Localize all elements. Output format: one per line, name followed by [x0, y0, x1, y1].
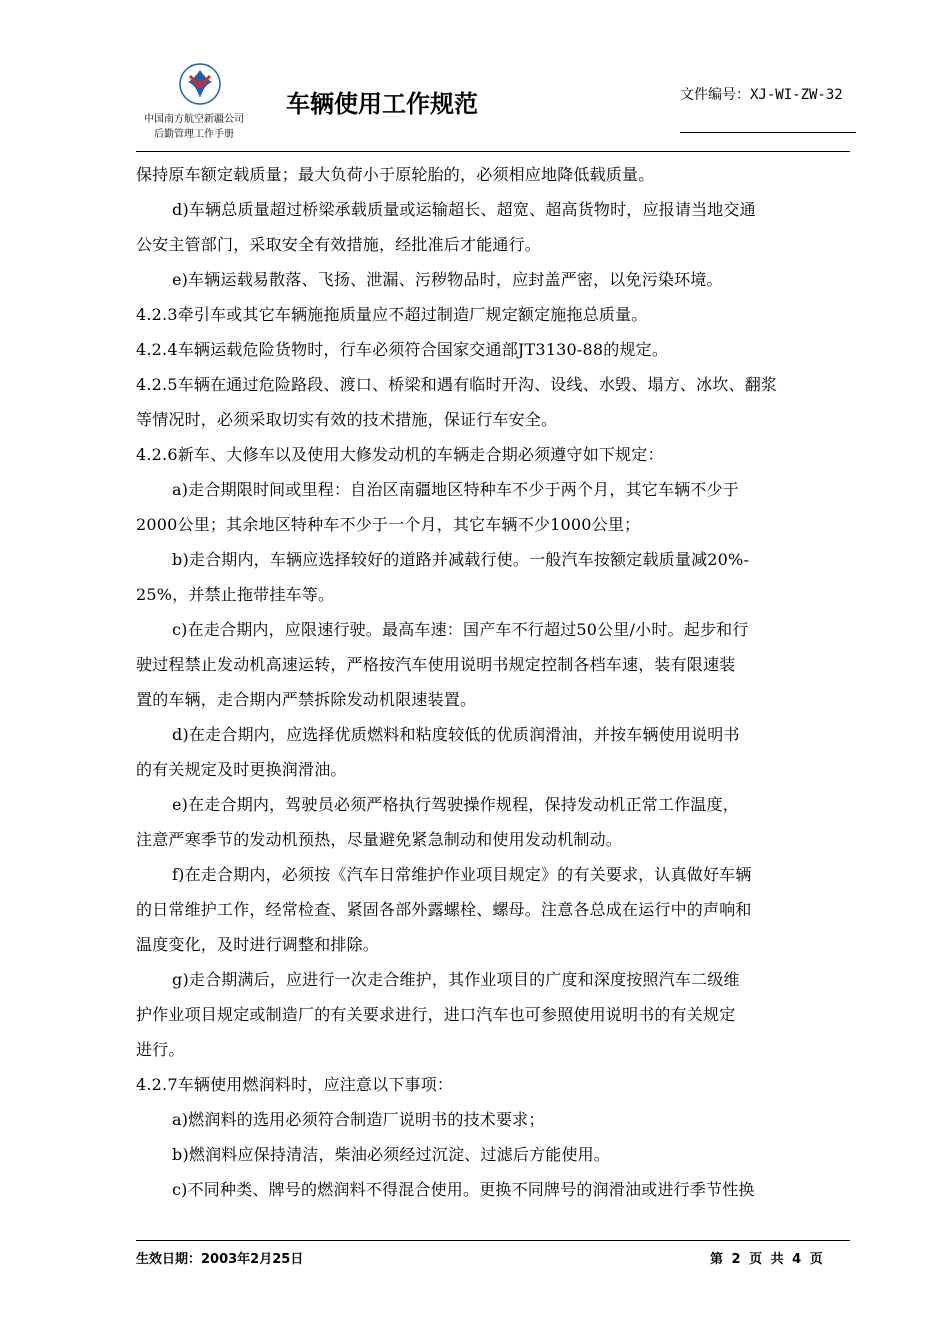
body-line: 保持原车额定载质量；最大负荷小于原轮胎的，必须相应地降低载质量。: [136, 165, 655, 184]
body-line: d)车辆总质量超过桥梁承载质量或运输超长、超宽、超高货物时，应报请当地交通: [172, 200, 756, 219]
body-line: 护作业项目规定或制造厂的有关要求进行，进口汽车也可参照使用说明书的有关规定: [136, 1005, 736, 1024]
body-line: b)燃润料应保持清洁，柴油必须经过沉淀、过滤后方能使用。: [172, 1145, 611, 1164]
body-line: d)在走合期内，应选择优质燃料和粘度较低的优质润滑油，并按车辆使用说明书: [172, 725, 740, 744]
body-line: 2000公里；其余地区特种车不少于一个月，其它车辆不少1000公里；: [136, 515, 641, 534]
body-line: 4.2.5车辆在通过危险路段、渡口、桥梁和遇有临时开沟、设线、水毁、塌方、冰坎、翻浆: [136, 375, 778, 394]
page-number: 第 2 页 共 4 页: [710, 1252, 823, 1267]
body-line: a)走合期限时间或里程：自治区南疆地区特种车不少于两个月，其它车辆不少于: [172, 480, 739, 499]
organization-name: 中国南方航空新疆公司: [144, 114, 244, 125]
footer-divider: [136, 1240, 850, 1241]
body-line: a)燃润料的选用必须符合制造厂说明书的技术要求；: [172, 1110, 545, 1129]
body-line: f)在走合期内，必须按《汽车日常维护作业项目规定》的有关要求，认真做好车辆: [172, 865, 752, 884]
body-line: 的日常维护工作，经常检查、紧固各部外露螺栓、螺母。注意各总成在运行中的声响和: [136, 900, 752, 919]
page-header: [0, 0, 950, 160]
body-line: 等情况时，必须采取切实有效的技术措施，保证行车安全。: [136, 410, 558, 429]
body-line: 进行。: [136, 1040, 185, 1059]
body-line: e)在走合期内，驾驶员必须严格执行驾驶操作规程，保持发动机正常工作温度，: [172, 795, 739, 814]
body-line: e)车辆运载易散落、飞扬、泄漏、污秽物品时，应封盖严密，以免污染环境。: [172, 270, 723, 289]
body-line: 4.2.3牵引车或其它车辆施拖质量应不超过制造厂规定额定施拖总质量。: [136, 305, 648, 324]
body-line: 注意严寒季节的发动机预热，尽量避免紧急制动和使用发动机制动。: [136, 830, 623, 849]
body-line: 4.2.6新车、大修车以及使用大修发动机的车辆走合期必须遵守如下规定：: [136, 445, 664, 464]
body-line: 4.2.4车辆运载危险货物时，行车必须符合国家交通部JT3130-88的规定。: [136, 340, 669, 359]
effective-date: 生效日期：2003年2月25日: [136, 1252, 304, 1267]
manual-name: 后勤管理工作手册: [154, 129, 234, 140]
header-divider: [136, 151, 850, 152]
document-body: [136, 157, 852, 1207]
body-line: 的有关规定及时更换润滑油。: [136, 760, 347, 779]
body-line: b)走合期内，车辆应选择较好的道路并减载行使。一般汽车按额定载质量减20%-: [172, 550, 750, 569]
body-line: 25%，并禁止拖带挂车等。: [136, 585, 335, 604]
kapok-flower-logo-icon: [178, 62, 222, 106]
body-line: 置的车辆，走合期内严禁拆除发动机限速装置。: [136, 690, 477, 709]
body-line: c)不同种类、牌号的燃润料不得混合使用。更换不同牌号的润滑油或进行季节性换: [172, 1180, 755, 1199]
document-number: 文件编号：XJ-WI-ZW-32: [680, 87, 843, 103]
body-line: 温度变化，及时进行调整和排除。: [136, 935, 380, 954]
body-line: g)走合期满后，应进行一次走合维护，其作业项目的广度和深度按照汽车二级维: [172, 970, 740, 989]
document-number-underline: [680, 132, 856, 133]
body-line: c)在走合期内，应限速行驶。最高车速：国产车不行超过50公里/小时。起步和行: [172, 620, 749, 639]
document-title: 车辆使用工作规范: [286, 90, 478, 118]
body-line: 4.2.7车辆使用燃润料时，应注意以下事项：: [136, 1075, 454, 1094]
body-line: 公安主管部门，采取安全有效措施，经批准后才能通行。: [136, 235, 542, 254]
body-line: 驶过程禁止发动机高速运转，严格按汽车使用说明书规定控制各档车速，装有限速装: [136, 655, 736, 674]
